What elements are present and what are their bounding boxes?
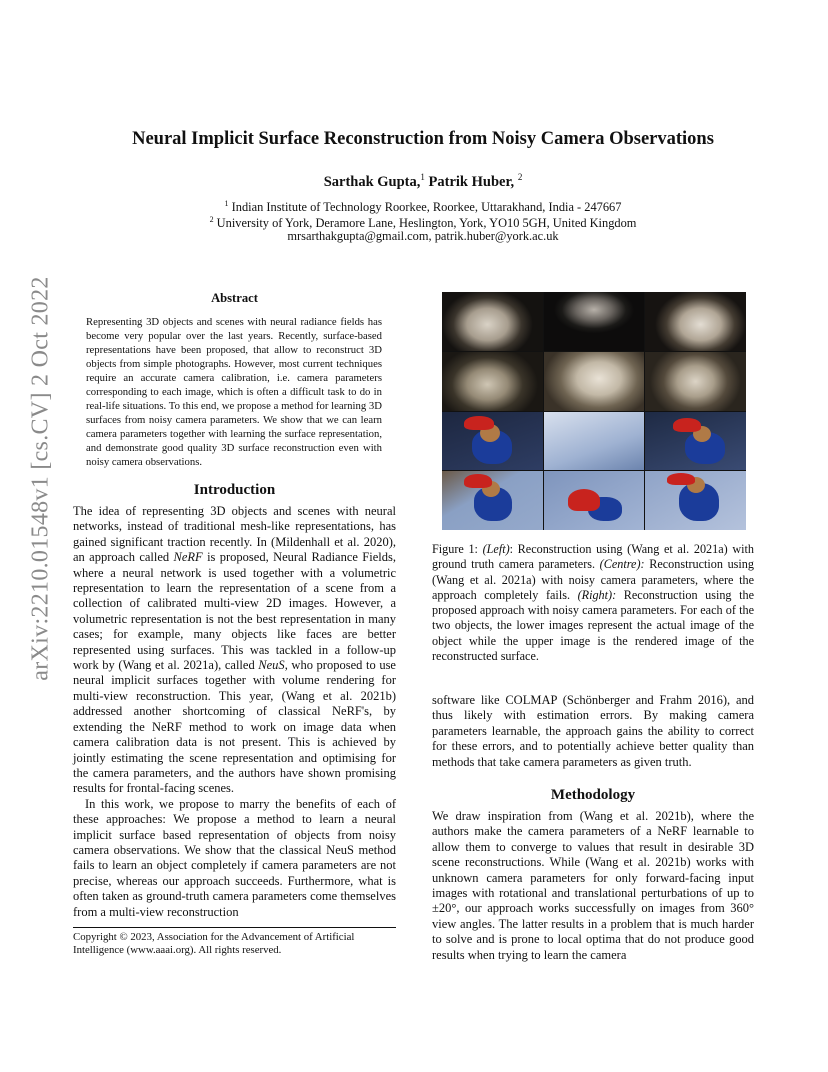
caption-tag: (Centre): bbox=[599, 557, 645, 572]
text-run: is proposed, Neural Radiance Fields, where a neural network is used together with a volumetric representation to learn the representation of a scene from a collection of calibrated multi-view 2D images. However, a volumetric representation is not the best representation in many cases; for example, many objects like faces are better represented using surfaces. This was tackled in a follow-up work by (Wang et al. 2021a), called bbox=[73, 550, 396, 673]
figure-tile-bust-render-gt bbox=[442, 292, 543, 351]
author-affil-mark: 2 bbox=[517, 172, 523, 182]
affiliation-text: Indian Institute of Technology Roorkee, Roorkee, Uttarakhand, India - 247667 bbox=[231, 200, 622, 215]
figure-tile-bust-render-ours bbox=[645, 292, 746, 351]
introduction-body bbox=[73, 504, 396, 920]
affiliation-text: University of York, Deramore Lane, Heslington, York, YO10 5GH, United Kingdom bbox=[216, 216, 637, 231]
text-run-italic: NeuS bbox=[258, 658, 285, 673]
left-column bbox=[73, 291, 396, 920]
abstract-heading: Abstract bbox=[211, 291, 258, 305]
figure-tile-bust-render-failed bbox=[544, 292, 645, 351]
affiliation-mark: 2 bbox=[209, 215, 214, 224]
caption-tag: (Right): bbox=[577, 587, 617, 602]
author-affil-mark: 1 bbox=[420, 172, 425, 182]
figure-tile-bear-render-gt bbox=[442, 412, 543, 471]
figure-tile-bust-photo bbox=[645, 352, 746, 411]
text-run: , who proposed to use neural implicit surfaces together with volume rendering for multi-view reconstruction. This year, (Wang et al. 2021b) addressed another shortcoming of classical NeRF's, by extending the NeRF method to work on image data when camera calibration data is not present. This is achieved by jointly estimating the scene representation and optimising for the camera parameters, and the authors have shown promising results for frontal-facing scenes. bbox=[73, 658, 396, 796]
caption-tag: (Left) bbox=[482, 542, 510, 556]
right-column bbox=[432, 693, 754, 963]
figure-tile-bear-render-ours bbox=[645, 412, 746, 471]
introduction-heading: Introduction bbox=[193, 482, 276, 498]
figure-tile-bear-photo bbox=[544, 471, 645, 530]
caption-text: Reconstruction using the proposed approach with noisy camera parameters. For each of the two objects, the lower images represent the actual image of the object while the upper image is the rendered image of the reconstructed surface. bbox=[432, 587, 754, 664]
copyright-footnote: Copyright © 2023, Association for the Advancement of Artificial Intelligence (www.aaai.org). All rights reserved. bbox=[73, 927, 396, 958]
figure-tile-bear-photo bbox=[442, 471, 543, 530]
author-list bbox=[60, 172, 786, 191]
author-name: Sarthak Gupta, bbox=[323, 173, 421, 190]
caption-text: Reconstruction using (Wang et al. 2021a) with noisy camera parameters, where the approach completely fails. bbox=[432, 557, 754, 602]
affiliation-mark: 1 bbox=[224, 199, 229, 208]
author-name: Patrik Huber, bbox=[428, 173, 515, 190]
caption-text: : Reconstruction using (Wang et al. 2021a) with ground truth camera parameters. bbox=[432, 542, 754, 572]
figure-tile-bust-photo bbox=[442, 352, 543, 411]
text-run: The idea of representing 3D objects and scenes with neural networks, instead of traditional mesh-like representations, has gained significant traction recently. In (Mildenhall et al. 2020), an approach called bbox=[73, 504, 396, 565]
arxiv-identifier bbox=[22, 275, 60, 681]
figure-tile-bust-photo bbox=[544, 352, 645, 411]
abstract-text: Representing 3D objects and scenes with neural radiance fields has become very popular over the last years. Recently, surface-based representations have been proposed, that allow to reconstruct 3D objects from simple photographs. However, most current techniques require an accurate camera calibration, i.e. camera parameters corresponding to each image, which is often a difficult task to do in real-life situations. To this end, we propose a method for learning 3D surfaces from noisy camera parameters. We show that we can learn camera parameters together with learning the surface representation, and demonstrate good quality 3D surface reconstruction even with noisy camera observations. bbox=[86, 316, 382, 468]
introduction-continuation: software like COLMAP (Schönberger and Frahm 2016), and thus likely with estimation errors. By making camera parameters learnable, the approach gains the ability to correct for these errors, and to potentially achieve better quality than methods that take camera parameters as given truth. bbox=[432, 693, 754, 769]
methodology-heading: Methodology bbox=[550, 787, 636, 804]
paper-title: Neural Implicit Surface Reconstruction from Noisy Camera Observations bbox=[132, 129, 714, 149]
text-run-italic: NeRF bbox=[173, 550, 203, 565]
introduction-paragraph-2: In this work, we propose to marry the benefits of each of these approaches: We propose a method to learn a neural implicit surface based representation of objects from noisy camera observations. We show that the classical NeuS method fails to learn an object completely if camera parameters are not precise, whereas our approach succeeds. Furthermore, what is often taken as ground-truth camera parameters come themselves from a multi-view reconstruction bbox=[73, 796, 396, 919]
caption-label: Figure 1: bbox=[432, 542, 483, 556]
author-emails: mrsarthakgupta@gmail.com, patrik.huber@york.ac.uk bbox=[287, 229, 559, 243]
figure-1-caption bbox=[432, 542, 754, 664]
methodology-body: We draw inspiration from (Wang et al. 2021b), where the authors make the camera parameters of a NeRF learnable to allow them to converge to values that result in desirable 3D scene reconstructions. While (Wang et al. 2021b) works with unknown camera parameters for only forward-facing input images with rotational and translational perturbations of up to ±20°, our approach works successfully on images from 360° view angles. The latter results in a problem that is much harder to solve and is prone to local optima that do not produce good results when trying to learn the camera bbox=[432, 809, 754, 962]
arxiv-identifier-text: arXiv:2210.01548v1 [cs.CV] 2 Oct 2022 bbox=[27, 275, 54, 681]
introduction-paragraph-1 bbox=[73, 504, 396, 797]
figure-1-image-grid bbox=[442, 292, 746, 530]
figure-tile-bear-photo bbox=[645, 471, 746, 530]
figure-tile-bear-render-failed bbox=[544, 412, 645, 471]
